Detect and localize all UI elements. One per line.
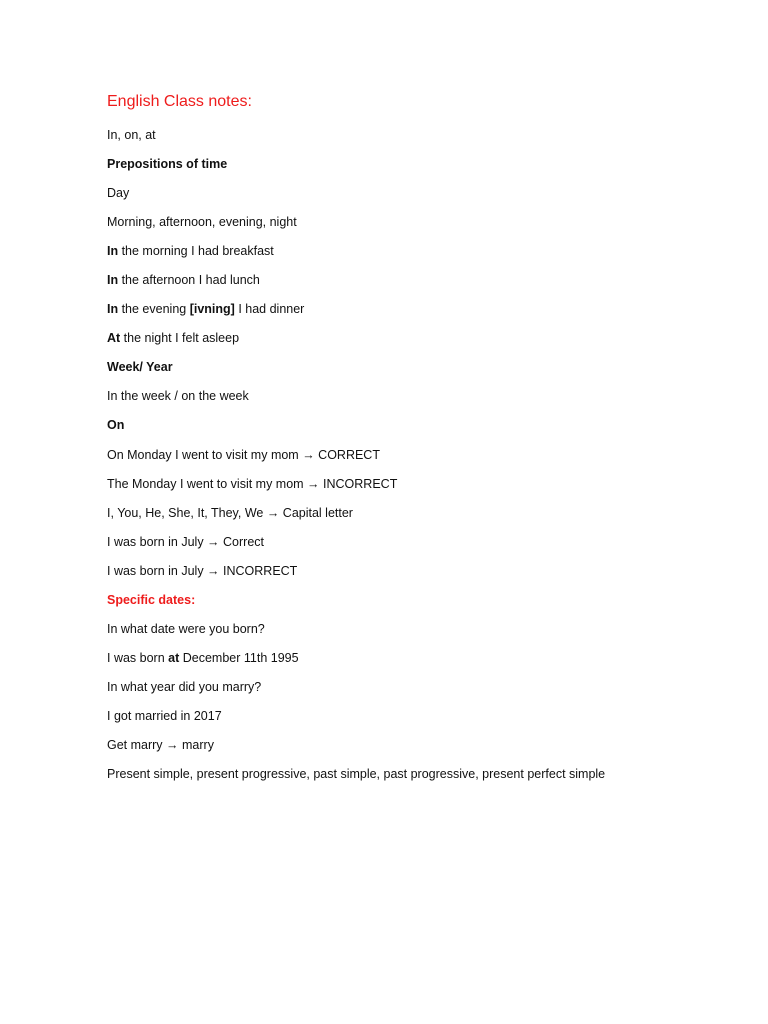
line-text: December 11th 1995 bbox=[179, 650, 299, 665]
note-line bbox=[107, 299, 747, 328]
note-line: Morning, afternoon, evening, night bbox=[107, 215, 297, 230]
note-line bbox=[107, 328, 747, 357]
bold-word: At bbox=[107, 331, 121, 346]
line-text: I had dinner bbox=[234, 302, 305, 317]
note-line: The Monday I went to visit my mom → INCORRECT bbox=[107, 476, 398, 491]
section-heading-specific-dates: Specific dates: bbox=[107, 592, 196, 607]
note-line: I was born in July → INCORRECT bbox=[107, 563, 298, 578]
line-text: the night I felt asleep bbox=[120, 331, 240, 346]
section-heading-prepositions-of-time: Prepositions of time bbox=[107, 157, 228, 172]
note-line: Get marry → marry bbox=[107, 737, 214, 752]
line-text: the evening bbox=[118, 302, 190, 317]
pronunciation: [ivning] bbox=[189, 302, 235, 317]
bold-word: at bbox=[168, 650, 180, 665]
section-heading-week-year: Week/ Year bbox=[107, 360, 173, 375]
note-line: In what date were you born? bbox=[107, 621, 265, 636]
line-text: the morning I had breakfast bbox=[118, 244, 274, 259]
note-line: In the week / on the week bbox=[107, 389, 249, 404]
note-line: Present simple, present progressive, past simple, past progressive, present perfect simple bbox=[107, 767, 606, 782]
note-line bbox=[107, 270, 747, 299]
note-line: I was born in July → Correct bbox=[107, 534, 264, 549]
document-title: English Class notes: bbox=[107, 93, 252, 110]
note-line bbox=[107, 241, 747, 270]
note-line: On Monday I went to visit my mom → CORRECT bbox=[107, 447, 380, 462]
line-text: the afternoon I had lunch bbox=[118, 273, 260, 288]
line-text: I was born bbox=[107, 650, 169, 665]
note-line: I, You, He, She, It, They, We → Capital letter bbox=[107, 505, 353, 520]
note-line: In, on, at bbox=[107, 128, 156, 142]
note-line: Day bbox=[107, 186, 130, 201]
section-heading-on: On bbox=[107, 418, 125, 433]
bold-word: In bbox=[107, 302, 119, 317]
note-line: I got married in 2017 bbox=[107, 708, 222, 723]
note-line: In what year did you marry? bbox=[107, 679, 262, 694]
note-line bbox=[107, 648, 747, 677]
notes-body bbox=[107, 125, 747, 793]
bold-word: In bbox=[107, 273, 119, 288]
bold-word: In bbox=[107, 244, 119, 259]
